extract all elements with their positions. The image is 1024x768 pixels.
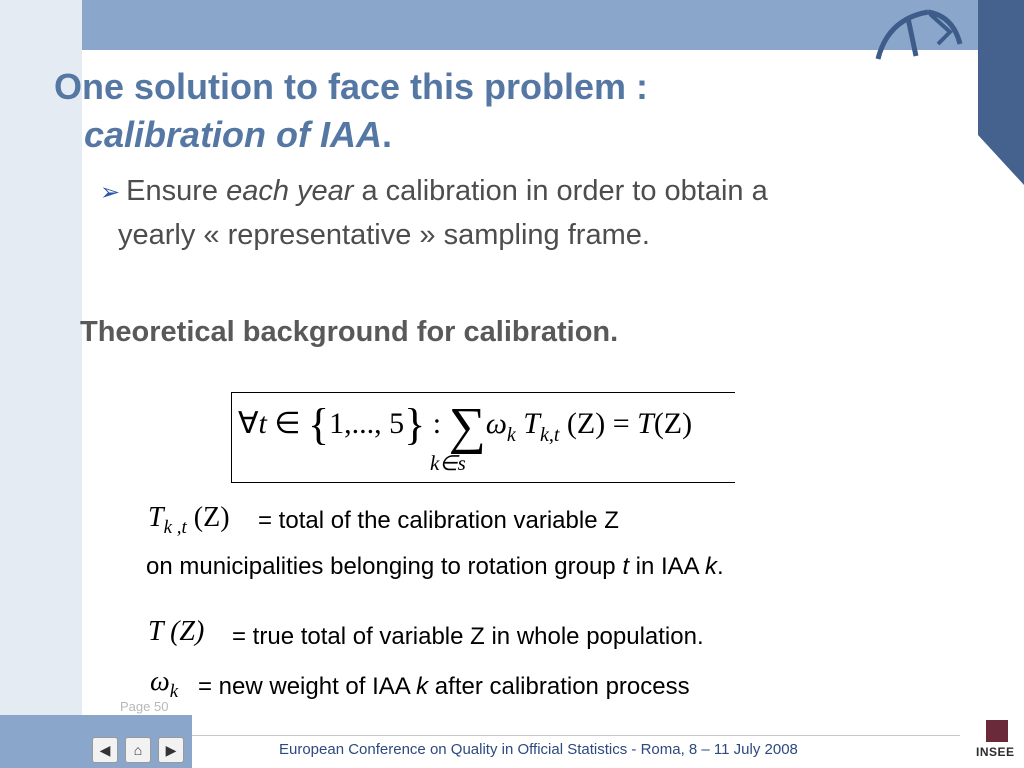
insee-logo-text: INSEE <box>976 745 1015 759</box>
sum-index: k∈s <box>430 451 466 475</box>
formula-T: T <box>515 407 540 440</box>
omega-desc-b: after calibration process <box>428 673 690 700</box>
slide-title-line2 <box>84 114 392 156</box>
close-brace: } <box>404 400 426 449</box>
formula-line <box>238 397 692 456</box>
insee-logo-icon <box>986 720 1008 742</box>
bullet-item <box>100 170 920 256</box>
tkt-subscript: k ,t <box>163 517 187 538</box>
previous-slide-button[interactable]: ◀ <box>92 737 118 763</box>
tkt-symbol <box>148 502 230 539</box>
omega-description <box>198 673 690 701</box>
tz-symbol: T (Z) <box>148 616 205 647</box>
conference-logo-icon <box>868 4 968 64</box>
arrow-bullet-icon: ➢ <box>100 179 121 206</box>
omega-symbol: ω <box>485 407 507 440</box>
omega-letter: ω <box>150 666 170 697</box>
omega-k-symbol <box>150 666 178 703</box>
omega-subscript: k <box>506 424 516 446</box>
sum-symbol: ∑ <box>448 398 486 455</box>
tkt-arg: (Z) <box>186 502 230 533</box>
bullet-text-b: a calibration in order to obtain a <box>353 175 768 207</box>
tkt-description: = total of the calibration variable Z <box>258 507 619 534</box>
insee-logo <box>976 720 1016 764</box>
formula-colon: : <box>425 407 449 440</box>
top-decor-band <box>82 0 978 50</box>
section-subheading: Theoretical background for calibration. <box>80 316 619 348</box>
formula-set: 1,..., 5 <box>329 407 405 440</box>
T-subscript: k,t <box>539 424 560 446</box>
footer-divider <box>192 735 960 736</box>
next-slide-button[interactable]: ▶ <box>158 737 184 763</box>
tkt-description-line2 <box>146 553 724 581</box>
tkt-T: T <box>148 502 164 533</box>
tkt-desc2-t: t <box>622 553 629 580</box>
calibration-formula <box>231 392 735 483</box>
formula-rhs-arg: (Z) <box>653 407 693 440</box>
bullet-text-line2: yearly « representative » sampling frame. <box>118 219 650 251</box>
right-decor-bar <box>978 0 1024 135</box>
element-of-symbol: ∈ <box>266 407 309 440</box>
tz-description: = true total of variable Z in whole population. <box>232 623 704 650</box>
omega-desc-a: = new weight of IAA <box>198 673 417 700</box>
right-decor-triangle <box>978 135 1024 185</box>
omega-desc-k: k <box>416 673 429 700</box>
tkt-desc2-k: k <box>705 553 718 580</box>
home-button[interactable]: ⌂ <box>125 737 151 763</box>
conference-footer-text: European Conference on Quality in Official Statistics - Roma, 8 – 11 July 2008 <box>279 741 798 758</box>
formula-rhs-T: T <box>637 407 654 440</box>
bullet-text-a: Ensure <box>126 175 227 207</box>
tkt-desc2-b: in IAA <box>628 553 706 580</box>
page-number: Page 50 <box>120 699 169 714</box>
omega-k-subscript: k <box>169 681 179 702</box>
tkt-desc2-end: . <box>717 553 724 580</box>
formula-Z-arg: (Z) = <box>559 407 638 440</box>
title-period: . <box>382 114 393 155</box>
open-brace: { <box>308 400 330 449</box>
formula-t: t <box>258 407 267 440</box>
title-italic: calibration of IAA <box>84 114 383 155</box>
forall-symbol: ∀ <box>238 407 259 440</box>
bullet-text-italic: each year <box>226 175 354 207</box>
slide-title-line1: One solution to face this problem : <box>54 66 649 107</box>
tkt-desc2-a: on municipalities belonging to rotation group <box>146 553 623 580</box>
